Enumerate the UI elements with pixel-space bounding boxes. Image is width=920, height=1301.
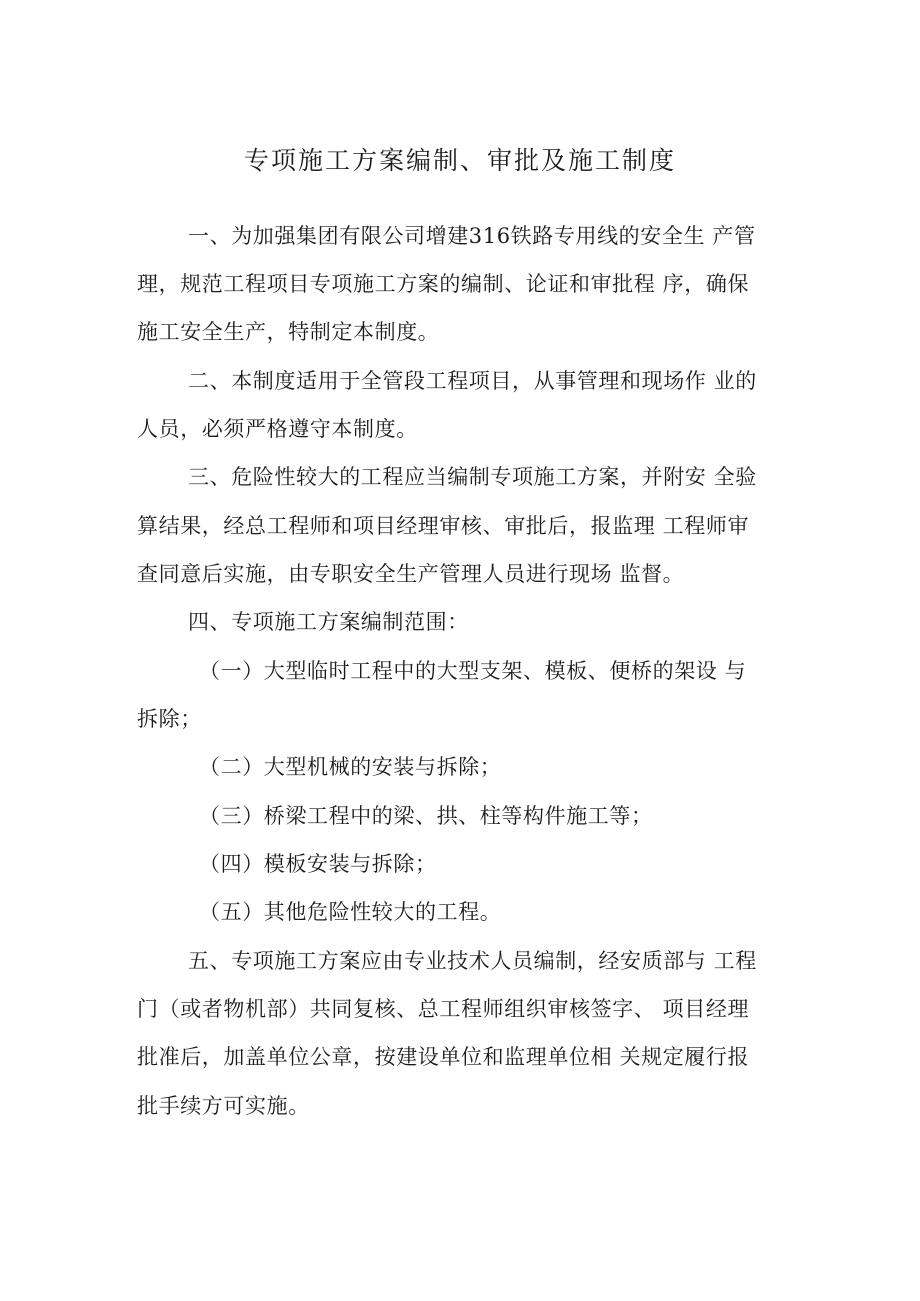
text-line: 一、为加强集团有限公司增建316铁路专用线的安全生 产管 bbox=[188, 224, 756, 248]
text-line: 理，规范工程项目专项施工方案的编制、论证和审批程 序，确保 bbox=[137, 272, 750, 296]
text-line: （四）模板安装与拆除； bbox=[199, 852, 437, 876]
text-line: 批手续方可实施。 bbox=[137, 1094, 310, 1118]
text-line: （五）其他危险性较大的工程。 bbox=[199, 900, 502, 924]
document-title: 专项施工方案编制、审批及施工制度 bbox=[243, 146, 676, 175]
text-line: 二、本制度适用于全管段工程项目，从事管理和现场作 业的 bbox=[188, 369, 757, 393]
text-line: 人员，必须严格遵守本制度。 bbox=[137, 417, 418, 441]
text-line: 算结果，经总工程师和项目经理审核、审批后，报监理 工程师审 bbox=[137, 514, 750, 538]
text-line: 批准后，加盖单位公章，按建设单位和监理单位相 关规定履行报 bbox=[137, 1045, 750, 1069]
text-line: 施工安全生产，特制定本制度。 bbox=[137, 320, 440, 344]
text-line: （二）大型机械的安装与拆除； bbox=[199, 755, 502, 779]
text-line: 五、专项施工方案应由专业技术人员编制，经安质部与 工程 bbox=[188, 949, 757, 973]
text-line: 拆除； bbox=[137, 707, 202, 731]
text-line: （三）桥梁工程中的梁、拱、柱等构件施工等； bbox=[199, 804, 653, 828]
text-line: 门（或者物机部）共同复核、总工程师组织审核签字、 项目经理 bbox=[137, 997, 750, 1021]
text-line: 查同意后实施，由专职安全生产管理人员进行现场 监督。 bbox=[137, 562, 685, 586]
text-line: （一）大型临时工程中的大型支架、模板、便桥的架设 与 bbox=[199, 659, 747, 683]
text-line: 四、专项施工方案编制范围： bbox=[188, 610, 469, 634]
text-line: 三、危险性较大的工程应当编制专项施工方案，并附安 全验 bbox=[188, 465, 757, 489]
